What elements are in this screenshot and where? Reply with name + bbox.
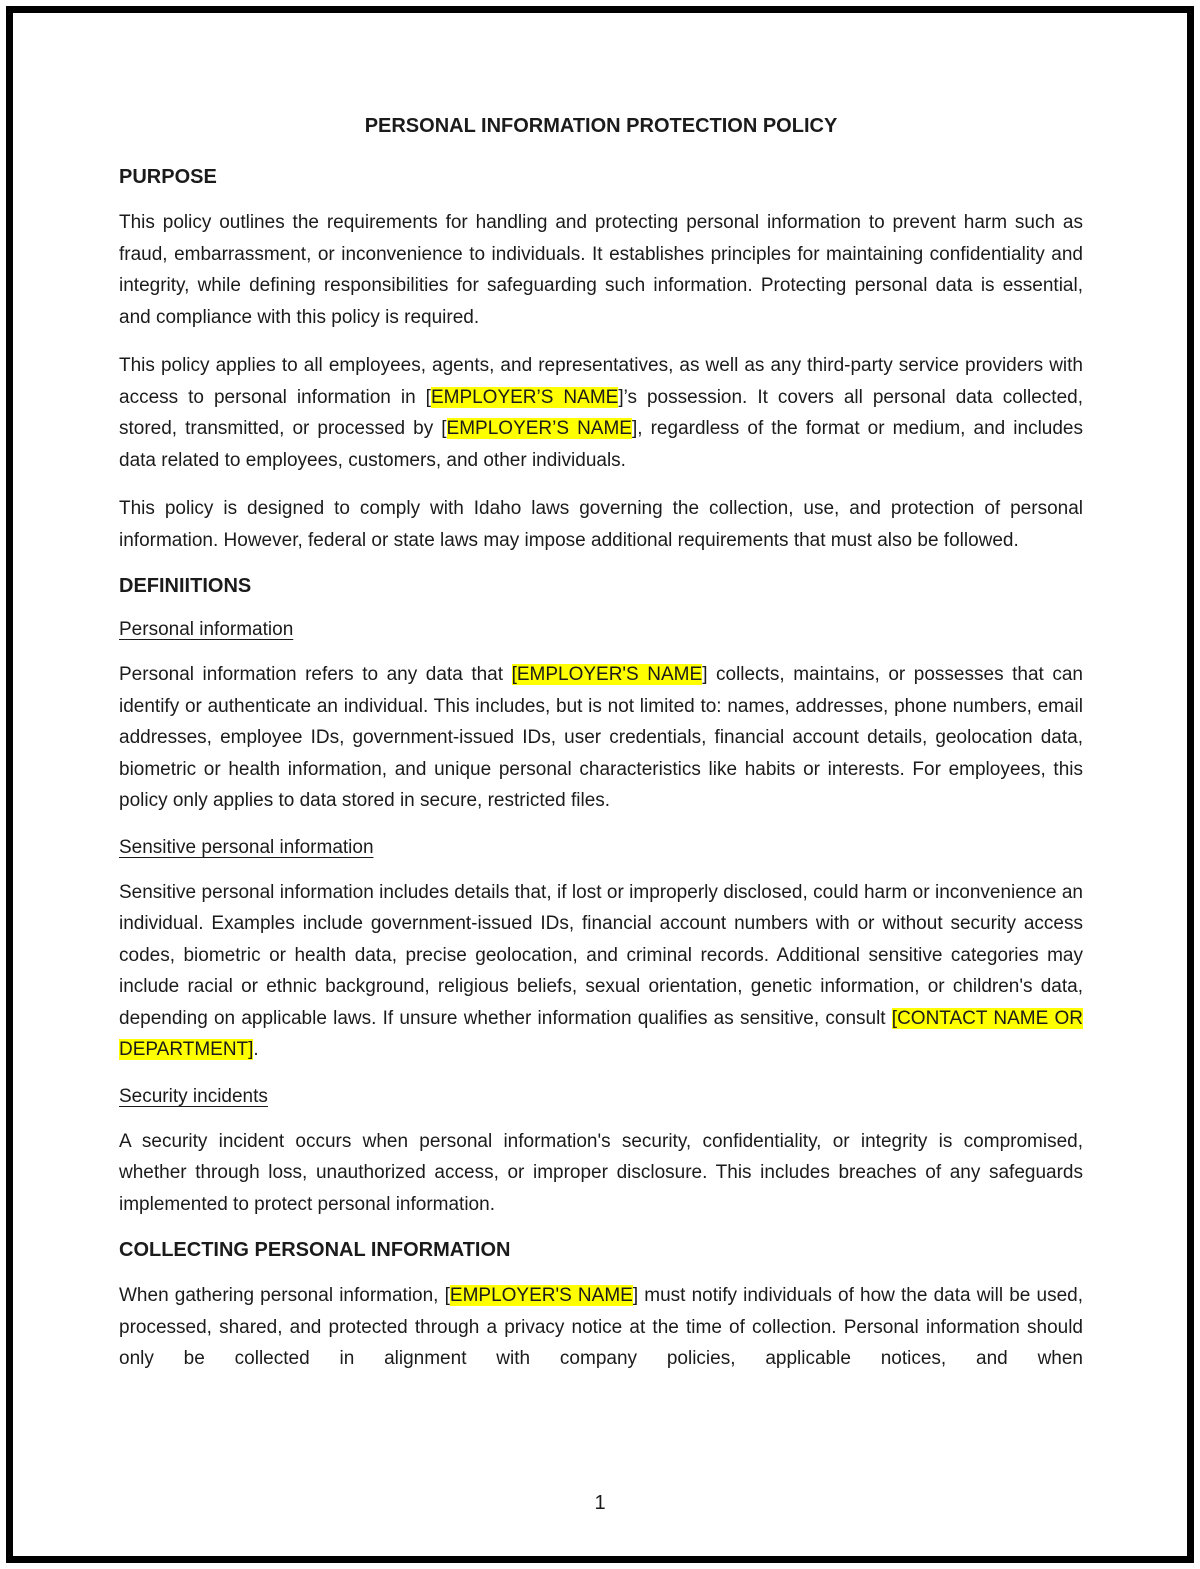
section-heading: COLLECTING PERSONAL INFORMATION (119, 1239, 511, 1261)
paragraph (119, 493, 1083, 556)
highlighted-placeholder: [CONTACT NAME OR DEPARTMENT] (119, 1007, 1083, 1060)
paragraph-text: ], regardless of the format or medium, and includes data related to employees, customers, and other individuals. (119, 418, 1083, 471)
page-border-frame (6, 6, 1194, 1563)
section-heading: PURPOSE (119, 166, 217, 188)
paragraph (119, 659, 1083, 817)
paragraph (119, 1280, 1083, 1375)
highlighted-placeholder: [EMPLOYER'S NAME (511, 664, 703, 685)
sub-heading: Sensitive personal information (119, 836, 374, 858)
paragraph-text: Personal information refers to any data that (119, 664, 512, 685)
highlighted-placeholder: EMPLOYER’S NAME (430, 386, 619, 408)
paragraph (119, 877, 1083, 1066)
paragraph (119, 207, 1083, 333)
sub-heading: Security incidents (119, 1085, 268, 1107)
paragraph-text: ]’s possession. It covers all personal data collected, stored, transmitted, or processed by [ (119, 386, 1084, 439)
section-heading: DEFINIITIONS (119, 575, 252, 597)
sub-heading: Personal information (119, 619, 294, 640)
highlighted-placeholder: EMPLOYER’S NAME (446, 418, 632, 439)
document-content (119, 113, 1083, 1375)
paragraph-text: This policy outlines the requirements for handling and protecting personal information to prevent harm such as fraud, embarrassment, or inconvenience to individuals. It establishes principles for maintaining confidentiality and integrity, while defining responsibilities for safeguarding such information. Protecting personal data is essential, and compliance with this policy is required. (119, 212, 1083, 328)
paragraph-text: ] must notify individuals of how the data will be used, processed, shared, and protected through a privacy notice at the time of collection. Personal information should only be collected in alignment with company policies, applicable notices, and when (119, 1285, 1083, 1369)
paragraph-text: This policy applies to all employees, agents, and representatives, as well as any third-party service providers with access to personal information in [ (119, 355, 1083, 408)
page-number: 1 (594, 1492, 606, 1514)
paragraph-text: A security incident occurs when personal information's security, confidentiality, or integrity is compromised, whether through loss, unauthorized access, or improper disclosure. This includes breaches of any safeguards implemented to protect personal information. (119, 1130, 1083, 1215)
paragraph (119, 1126, 1083, 1221)
paragraph-text: ] collects, maintains, or possesses that can identify or authenticate an individual. This includes, but is not limited to: names, addresses, phone numbers, email addresses, employee IDs, government-issued IDs, user credentials, financial account details, geolocation data, biometric or health information, and unique personal characteristics like habits or interests. For employees, this policy only applies to data stored in secure, restricted files. (119, 664, 1083, 811)
paragraph-text: When gathering personal information, [ (119, 1285, 450, 1306)
paragraph-text: This policy is designed to comply with Idaho laws governing the collection, use, and protection of personal information. However, federal or state laws may impose additional requirements that must also be followed. (119, 498, 1083, 551)
paragraph-text: . (253, 1039, 259, 1060)
paragraph (119, 350, 1083, 476)
highlighted-placeholder: EMPLOYER'S NAME (449, 1285, 633, 1306)
paragraph-text: Sensitive personal information includes details that, if lost or improperly disclosed, could harm or inconvenience an individual. Examples include government-issued IDs, financial account numbers with or without security access codes, biometric or health data, precise geolocation, and criminal records. Additional sensitive categories may include racial or ethnic background, religious beliefs, sexual orientation, genetic information, or children's data, depending on applicable laws. If unsure whether information qualifies as sensitive, consult (119, 881, 1083, 1029)
document-title: PERSONAL INFORMATION PROTECTION POLICY (364, 115, 838, 137)
